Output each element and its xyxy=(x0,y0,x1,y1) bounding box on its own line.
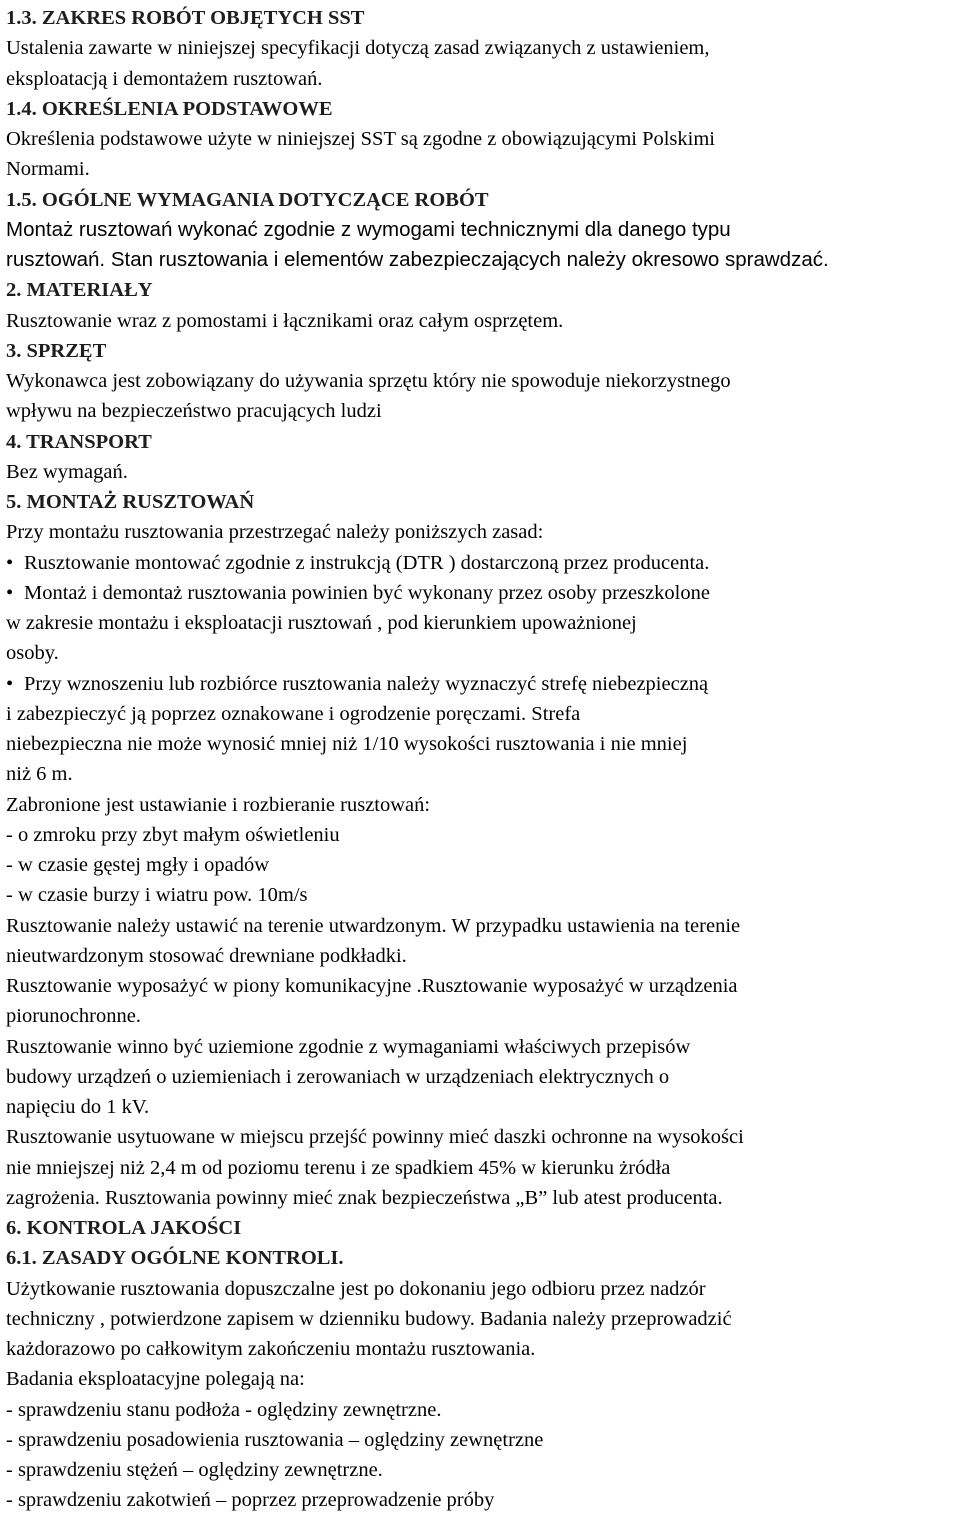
line-text: osoby. xyxy=(6,642,59,665)
text-line xyxy=(6,941,407,971)
line-text: Określenia podstawowe użyte w niniejszej SST są zgodne z obowiązującymi Polskimi xyxy=(6,128,716,150)
line-text: Normami. xyxy=(6,158,90,181)
text-line xyxy=(6,366,731,396)
line-text: 1.5. OGÓLNE WYMAGANIA DOTYCZĄCE ROBÓT xyxy=(6,188,489,211)
line-text: Zabronione jest ustawianie i rozbieranie rusztowań: xyxy=(6,793,431,816)
line-text: 3. SPRZĘT xyxy=(6,339,107,362)
line-text: Rusztowanie należy ustawić na terenie utwardzonym. W przypadku ustawienia na terenie xyxy=(6,914,741,937)
line-text: napięciu do 1 kV. xyxy=(6,1096,150,1118)
line-text: Wykonawca jest zobowiązany do używania sprzętu który nie spowoduje niekorzystnego xyxy=(6,370,731,392)
text-line xyxy=(6,1395,441,1425)
bullet-item xyxy=(6,578,710,608)
text-line xyxy=(6,517,543,547)
line-text: Użytkowanie rusztowania dopuszczalne jest po dokonaniu jego odbioru przez nadzór xyxy=(6,1277,706,1300)
text-line xyxy=(6,820,340,850)
line-text: 1.4. OKREŚLENIA PODSTAWOWE xyxy=(6,97,333,120)
line-text: Przy wznoszeniu lub rozbiórce rusztowania należy wyznaczyć strefę niebezpieczną xyxy=(24,672,709,695)
text-line xyxy=(6,1485,494,1515)
line-text: niż 6 m. xyxy=(6,763,73,786)
text-line xyxy=(6,457,128,487)
text-line xyxy=(6,880,308,910)
line-text: - sprawdzeniu stężeń – oględziny zewnętrzne. xyxy=(6,1459,383,1481)
line-text: i zabezpieczyć ją poprzez oznakowane i ogrodzenie poręczami. Strefa xyxy=(6,702,581,725)
line-text: niebezpieczna nie może wynosić mniej niż 1/10 wysokości rusztowania i nie mniej xyxy=(6,733,688,755)
line-text: Rusztowanie montować zgodnie z instrukcją (DTR ) dostarczoną przez producenta. xyxy=(24,551,710,574)
line-text: 2. MATERIAŁY xyxy=(6,279,153,302)
line-text: Rusztowanie wraz z pomostami i łącznikami oraz całym osprzętem. xyxy=(6,309,564,332)
line-text: - sprawdzeniu posadowienia rusztowania – oględziny zewnętrzne xyxy=(6,1428,544,1451)
line-text: wpływu na bezpieczeństwo pracujących ludzi xyxy=(6,400,382,423)
line-text: 6.1. ZASADY OGÓLNE KONTROLI. xyxy=(6,1247,344,1270)
section-heading xyxy=(6,427,152,457)
text-line xyxy=(6,33,710,63)
bullet-item xyxy=(6,669,708,699)
line-text: 6. KONTROLA JAKOŚCI xyxy=(6,1217,242,1239)
section-heading xyxy=(6,1213,241,1243)
line-text: eksploatacją i demontażem rusztowań. xyxy=(6,67,323,90)
section-heading xyxy=(6,275,153,305)
bullet-icon: • xyxy=(6,551,14,574)
text-line xyxy=(6,638,59,668)
text-line xyxy=(6,1334,535,1364)
line-text: piorunochronne. xyxy=(6,1005,141,1028)
line-text: Rusztowanie wyposażyć w piony komunikacyjne .Rusztowanie wyposażyć w urządzenia xyxy=(6,975,738,997)
text-line xyxy=(6,1183,723,1213)
text-line xyxy=(6,608,637,638)
text-line xyxy=(6,1001,141,1031)
line-text: zagrożenia. Rusztowania powinny mieć znak bezpieczeństwa „B” lub atest producenta. xyxy=(6,1186,723,1209)
text-line xyxy=(6,124,715,154)
text-line xyxy=(6,1364,305,1394)
line-text: Badania eksploatacyjne polegają na: xyxy=(6,1368,305,1391)
line-text: - w czasie burzy i wiatru pow. 10m/s xyxy=(6,884,308,907)
line-text: Ustalenia zawarte w niniejszej specyfikacji dotyczą zasad związanych z ustawieniem, xyxy=(6,37,710,60)
section-heading xyxy=(6,185,489,215)
text-line xyxy=(6,215,731,245)
text-line xyxy=(6,790,430,820)
line-text: - o zmroku przy zbyt małym oświetleniu xyxy=(6,823,340,846)
section-heading xyxy=(6,94,333,124)
line-text: 4. TRANSPORT xyxy=(6,430,152,453)
line-text: Montaż rusztowań wykonać zgodnie z wymogami technicznymi dla danego typu xyxy=(6,217,731,241)
text-line xyxy=(6,1274,706,1304)
text-line xyxy=(6,306,563,336)
text-line xyxy=(6,1032,690,1062)
text-line xyxy=(6,1425,543,1455)
text-line xyxy=(6,154,90,184)
line-text: Rusztowanie winno być uziemione zgodnie z wymaganiami właściwych przepisów xyxy=(6,1035,691,1058)
line-text: 1.3. ZAKRES ROBÓT OBJĘTYCH SST xyxy=(6,7,365,29)
section-heading xyxy=(6,3,364,33)
line-text: każdorazowo po całkowitym zakończeniu montażu rusztowania. xyxy=(6,1338,536,1360)
line-text: 5. MONTAŻ RUSZTOWAŃ xyxy=(6,491,255,513)
text-line xyxy=(6,850,269,880)
text-line xyxy=(6,1122,744,1152)
line-text: Przy montażu rusztowania przestrzegać należy poniższych zasad: xyxy=(6,521,544,544)
line-text: w zakresie montażu i eksploatacji rusztowań , pod kierunkiem upoważnionej xyxy=(6,612,637,634)
line-text: - w czasie gęstej mgły i opadów xyxy=(6,854,270,876)
text-line xyxy=(6,245,829,275)
line-text: nieutwardzonym stosować drewniane podkładki. xyxy=(6,944,407,967)
text-line xyxy=(6,396,382,426)
text-line xyxy=(6,1092,149,1122)
line-text: - sprawdzeniu stanu podłoża - oględziny zewnętrzne. xyxy=(6,1398,442,1421)
line-text: budowy urządzeń o uziemieniach i zerowaniach w urządzeniach elektrycznych o xyxy=(6,1065,670,1088)
bullet-icon: • xyxy=(6,672,14,695)
section-heading xyxy=(6,487,254,517)
text-line xyxy=(6,1455,383,1485)
bullet-icon: • xyxy=(6,581,14,604)
line-text: - sprawdzeniu zakotwień – poprzez przeprowadzenie próby xyxy=(6,1489,495,1512)
line-text: techniczny , potwierdzone zapisem w dzienniku budowy. Badania należy przeprowadzić xyxy=(6,1307,732,1330)
text-line xyxy=(6,1304,732,1334)
section-heading xyxy=(6,336,106,366)
bullet-item xyxy=(6,548,709,578)
text-line xyxy=(6,1062,669,1092)
text-line xyxy=(6,971,738,1001)
line-text: nie mniejszej niż 2,4 m od poziomu terenu i ze spadkiem 45% w kierunku żródła xyxy=(6,1156,671,1179)
text-line xyxy=(6,729,687,759)
line-text: Rusztowanie usytuowane w miejscu przejść powinny mieć daszki ochronne na wysokości xyxy=(6,1126,744,1149)
text-line xyxy=(6,759,73,789)
line-text: rusztowań. Stan rusztowania i elementów zabezpieczających należy okresowo sprawdzać. xyxy=(6,248,829,271)
text-line xyxy=(6,911,740,941)
line-text: Montaż i demontaż rusztowania powinien być wykonany przez osoby przeszkolone xyxy=(24,581,710,604)
text-line xyxy=(6,1153,670,1183)
section-heading xyxy=(6,1243,344,1273)
line-text: Bez wymagań. xyxy=(6,460,128,483)
text-line xyxy=(6,699,580,729)
text-line xyxy=(6,64,323,94)
